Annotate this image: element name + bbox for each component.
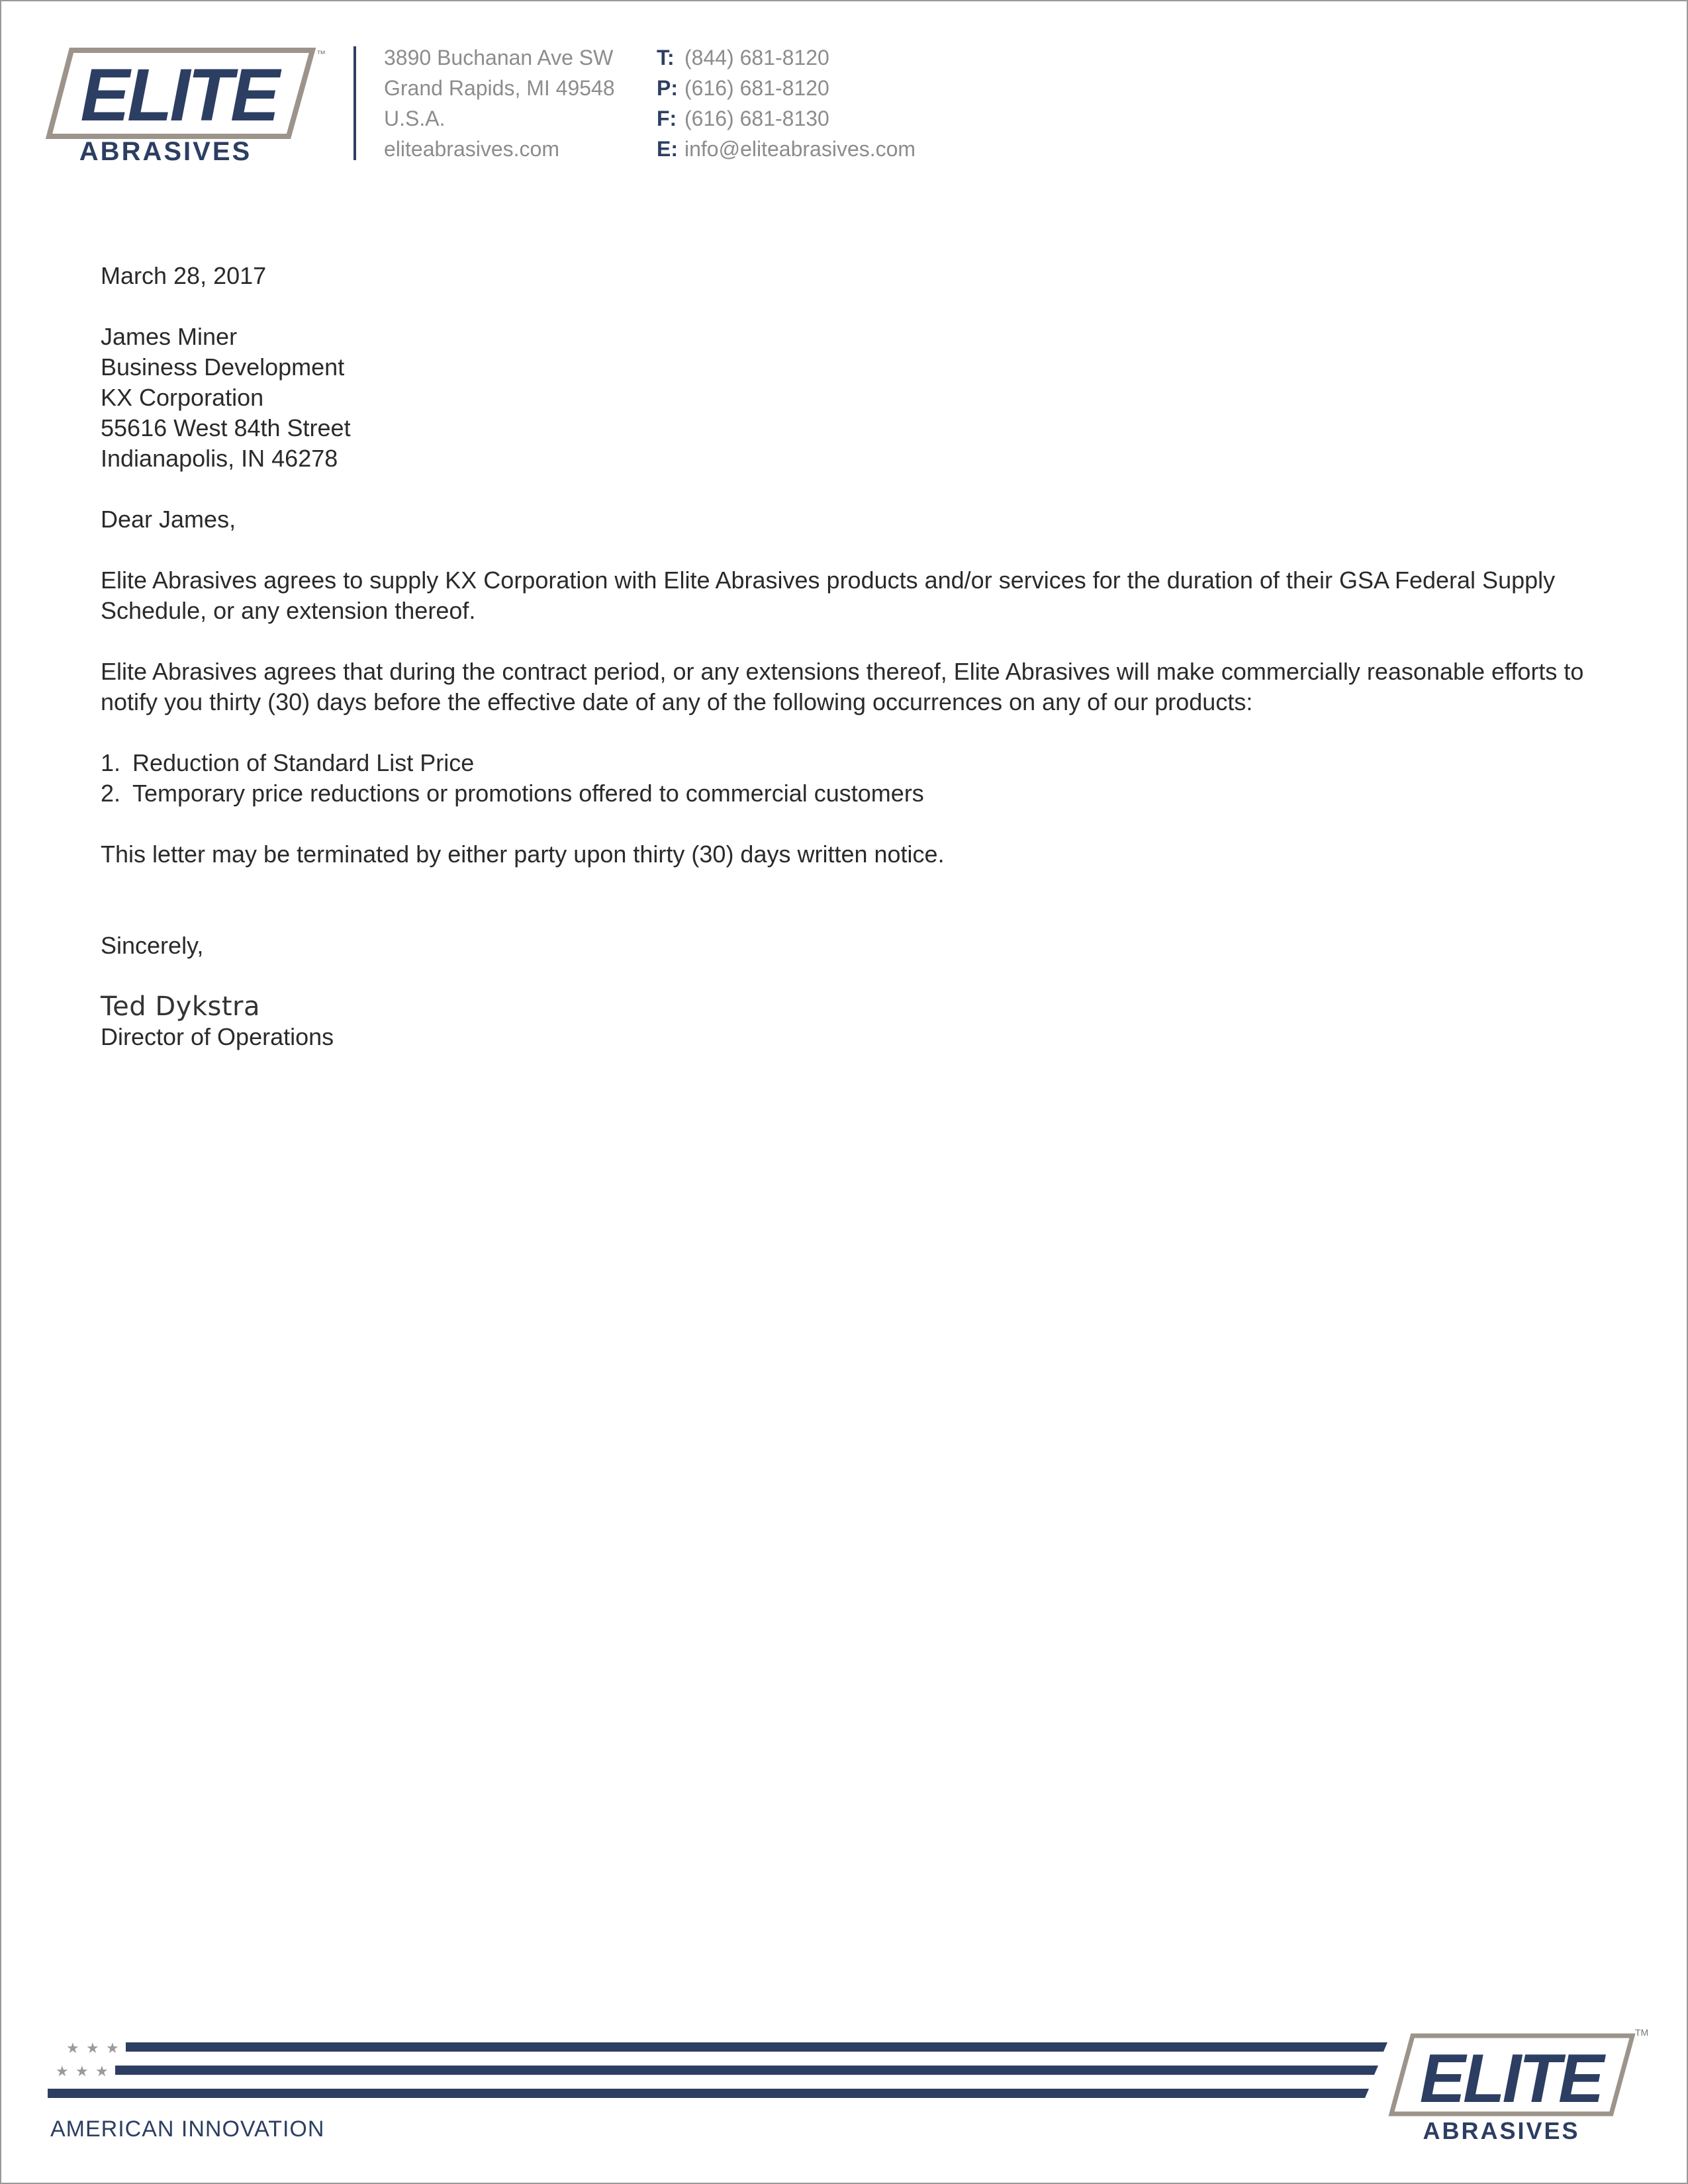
footer-tagline: AMERICAN INNOVATION <box>50 2116 325 2142</box>
logo-word: ELITE <box>80 54 277 136</box>
contact-value: (844) 681-8120 <box>684 46 829 69</box>
letter-date: March 28, 2017 <box>101 262 267 289</box>
recipient-title: Business Development <box>101 353 345 381</box>
stripe-2 <box>115 2066 1378 2075</box>
occurrence-list <box>101 748 1610 809</box>
paragraph-2: Elite Abrasives agrees that during the contract period, or any extensions thereof, Elite Abrasives will make commercially reasonable efforts to notify you thirty (30) days before the effective date of any of the following occurrences on any of our products: <box>101 658 1584 715</box>
footer-logo-trademark: TM <box>1635 2027 1649 2038</box>
logo-trademark: ™ <box>316 48 326 59</box>
signer-name: Ted Dykstra <box>101 991 260 1022</box>
contact-block <box>657 42 915 164</box>
list-number: 1. <box>101 749 121 776</box>
address-block <box>384 42 615 164</box>
list-item <box>101 778 1610 809</box>
contact-row-phone <box>657 73 915 103</box>
contact-row-fax <box>657 103 915 134</box>
website-link[interactable]: eliteabrasives.com <box>384 137 559 161</box>
address-line-3: U.S.A. <box>384 107 445 130</box>
contact-key: E: <box>657 137 678 161</box>
list-number: 2. <box>101 780 121 807</box>
contact-value: (616) 681-8130 <box>684 107 829 130</box>
star-icon: ★ <box>86 2040 99 2057</box>
recipient-name: James Miner <box>101 323 238 350</box>
list-text: Reduction of Standard List Price <box>132 749 475 776</box>
address-line-2: Grand Rapids, MI 49548 <box>384 76 615 100</box>
footer-logo-subtitle: ABRASIVES <box>1423 2117 1580 2144</box>
contact-row-email <box>657 134 915 164</box>
star-icon: ★ <box>106 2040 119 2057</box>
list-text: Temporary price reductions or promotions offered to commercial customers <box>132 780 924 807</box>
recipient-block <box>101 322 1610 474</box>
stripe-1 <box>126 2042 1387 2052</box>
paragraph-3: This letter may be terminated by either party upon thirty (30) days written notice. <box>101 841 945 868</box>
closing: Sincerely, <box>101 932 204 959</box>
salutation: Dear James, <box>101 506 236 533</box>
contact-value: (616) 681-8120 <box>684 76 829 100</box>
contact-key: T: <box>657 46 675 69</box>
recipient-company: KX Corporation <box>101 384 264 411</box>
footer-elite-logo <box>1378 2026 1649 2146</box>
contact-row-toll-free <box>657 42 915 73</box>
star-icon: ★ <box>95 2064 109 2080</box>
header-divider <box>353 46 356 160</box>
letter-body <box>101 261 1610 1052</box>
recipient-city: Indianapolis, IN 46278 <box>101 445 338 472</box>
footer-logo-word: ELITE <box>1419 2040 1602 2117</box>
elite-abrasives-logo <box>46 42 338 168</box>
logo-subtitle: ABRASIVES <box>79 137 252 166</box>
star-icon: ★ <box>66 2040 79 2057</box>
star-icon: ★ <box>56 2064 69 2080</box>
footer-stripes <box>41 2029 1398 2109</box>
list-item <box>101 748 1610 778</box>
paragraph-1: Elite Abrasives agrees to supply KX Corporation with Elite Abrasives products and/or services for the duration of their GSA Federal Supply Schedule, or any extension thereof. <box>101 567 1556 624</box>
address-line-1: 3890 Buchanan Ave SW <box>384 46 614 69</box>
contact-key: F: <box>657 107 677 130</box>
star-icon: ★ <box>75 2064 89 2080</box>
contact-key: P: <box>657 76 678 100</box>
recipient-street: 55616 West 84th Street <box>101 414 351 441</box>
signature-block <box>101 991 1610 1052</box>
signer-title: Director of Operations <box>101 1023 334 1050</box>
email-link[interactable]: info@eliteabrasives.com <box>684 137 916 161</box>
stripe-3 <box>48 2089 1369 2098</box>
